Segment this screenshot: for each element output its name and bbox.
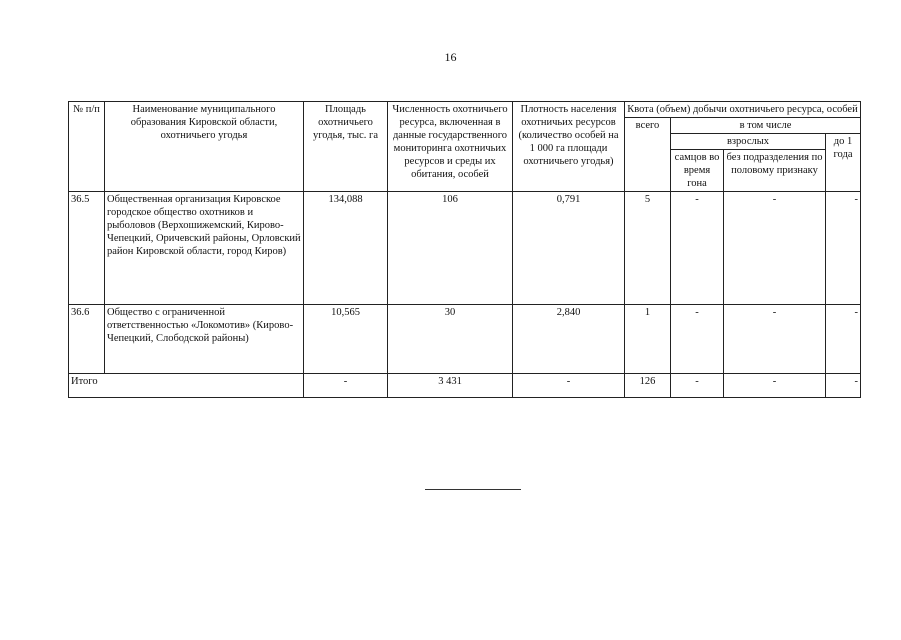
header-num: № п/п	[69, 102, 105, 192]
header-name: Наименование муниципального образования Кировской области, охотничьего угодья	[105, 102, 304, 192]
header-density: Плотность населения охотничьих ресурсов (количество особей на 1 000 га площади охотничьего угодья)	[513, 102, 625, 192]
header-adults: взрослых	[671, 134, 826, 150]
row-total: 1	[625, 305, 671, 374]
total-label: Итого	[69, 374, 304, 398]
page-number: 16	[444, 50, 457, 64]
row-density: 2,840	[513, 305, 625, 374]
header-total: всего	[625, 118, 671, 192]
row-area: 10,565	[304, 305, 388, 374]
total-no-sex: -	[724, 374, 826, 398]
row-name: Общественная организация Кировское городское общество охотников и рыболовов (Верхошижемский, Кирово-Чепецкий, Оричевский районы, Орловский район Кировской области, город Киров)	[105, 192, 304, 305]
row-males-rut: -	[671, 192, 724, 305]
row-num: 36.6	[69, 305, 105, 374]
table-row	[69, 305, 861, 374]
total-area: -	[304, 374, 388, 398]
header-under-one: до 1 года	[826, 134, 861, 192]
header-no-sex: без подразделения по половому признаку	[724, 150, 826, 192]
total-density: -	[513, 374, 625, 398]
header-population: Численность охотничьего ресурса, включенная в данные государственного мониторинга охотничьих ресурсов и среды их обитания, особей	[388, 102, 513, 192]
header-row-1	[69, 102, 861, 118]
row-name: Общество с ограниченной ответственностью «Локомотив» (Кирово-Чепецкий, Слободской районы)	[105, 305, 304, 374]
total-under-one: -	[826, 374, 861, 398]
header-quota: Квота (объем) добычи охотничьего ресурса, особей	[625, 102, 861, 118]
total-row	[69, 374, 861, 398]
row-population: 106	[388, 192, 513, 305]
total-total: 126	[625, 374, 671, 398]
row-total: 5	[625, 192, 671, 305]
row-num: 36.5	[69, 192, 105, 305]
row-under-one: -	[826, 305, 861, 374]
row-density: 0,791	[513, 192, 625, 305]
total-males-rut: -	[671, 374, 724, 398]
header-area: Площадь охотничьего угодья, тыс. га	[304, 102, 388, 192]
footer-divider	[425, 489, 521, 490]
row-no-sex: -	[724, 192, 826, 305]
table-row	[69, 192, 861, 305]
header-including: в том числе	[671, 118, 861, 134]
row-no-sex: -	[724, 305, 826, 374]
total-population: 3 431	[388, 374, 513, 398]
row-population: 30	[388, 305, 513, 374]
hunting-quota-table	[68, 101, 861, 398]
header-males-rut: самцов во время гона	[671, 150, 724, 192]
row-area: 134,088	[304, 192, 388, 305]
row-males-rut: -	[671, 305, 724, 374]
row-under-one: -	[826, 192, 861, 305]
